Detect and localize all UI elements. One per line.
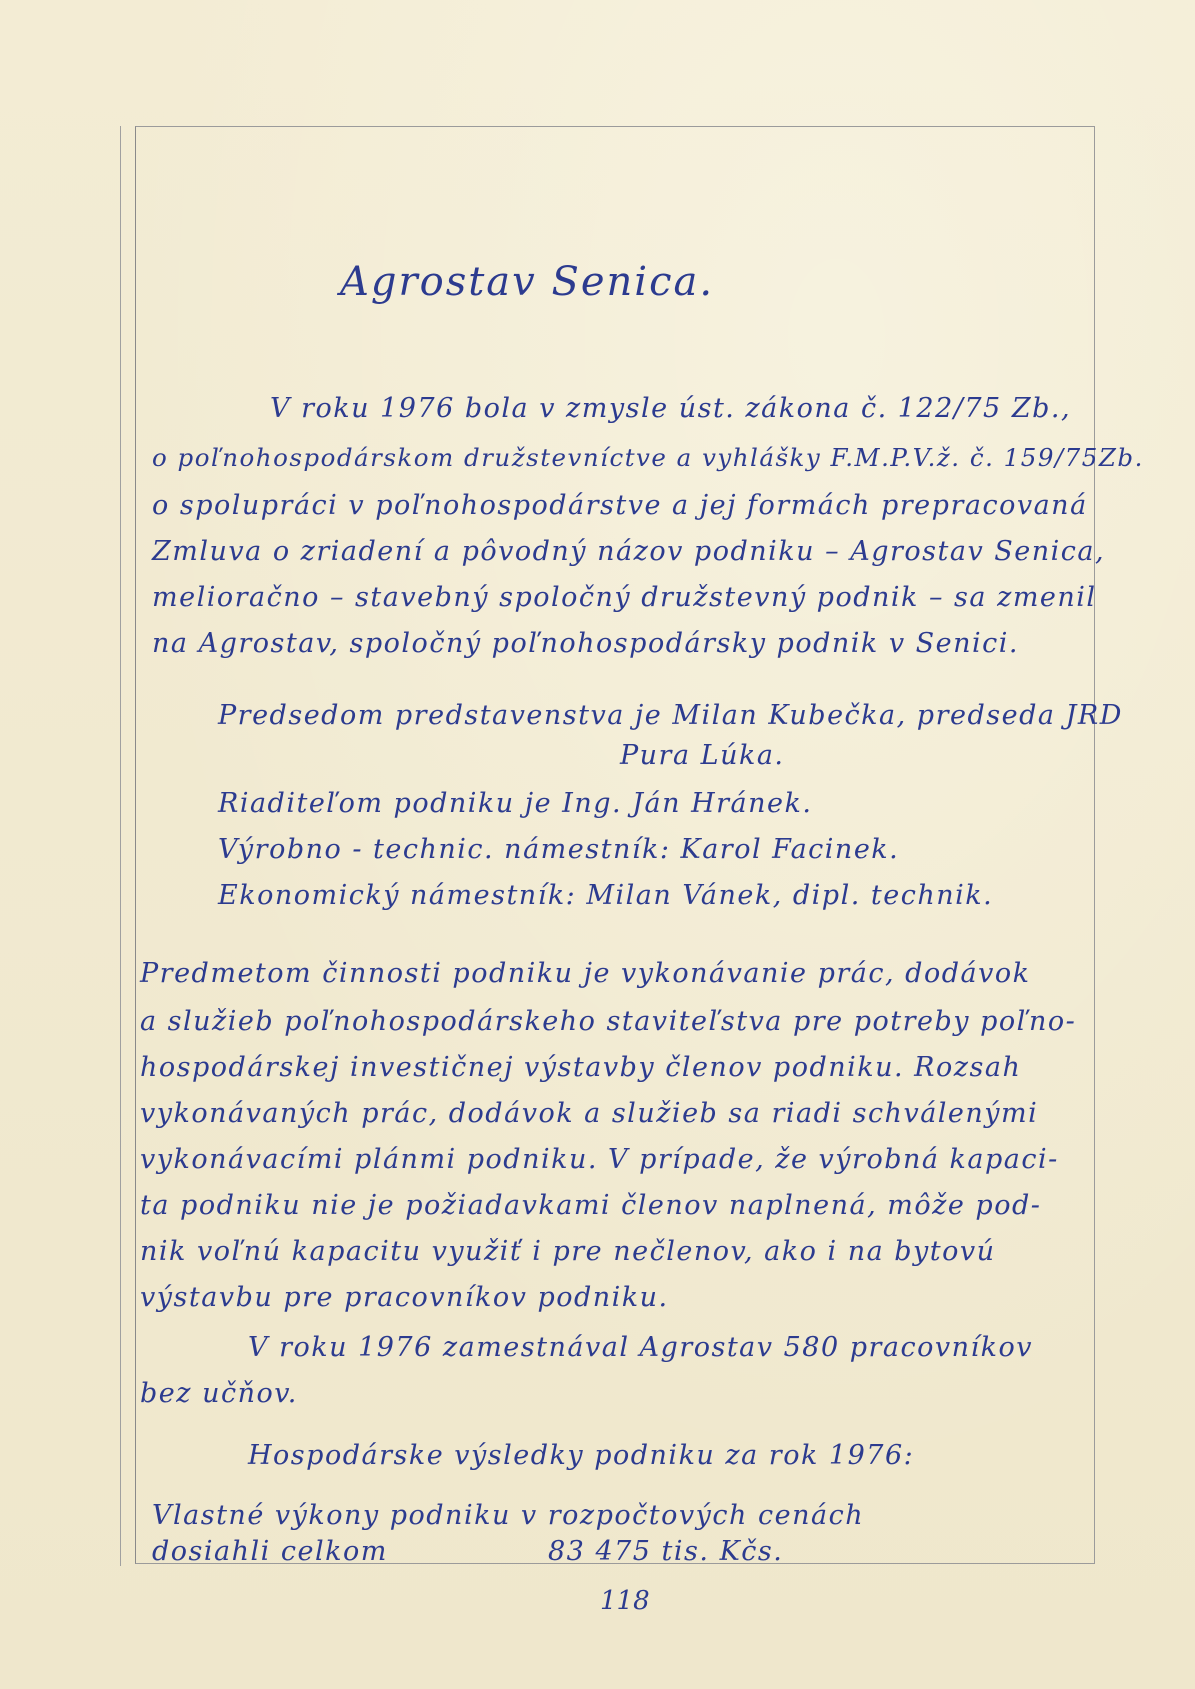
paragraph1-line: V roku 1976 bola v zmysle úst. zákona č. 122/75 Zb., bbox=[270, 393, 1072, 424]
paragraph1-line: melioračno – stavebný spoločný družstevný podnik – sa zmenil bbox=[152, 582, 1097, 613]
paragraph2-line: Predmetom činnosti podniku je vykonávanie prác, dodávok bbox=[140, 958, 1031, 989]
paragraph2-line: nik voľnú kapacitu využiť i pre nečlenov, ako i na bytovú bbox=[140, 1236, 996, 1267]
results-line: dosiahli celkom bbox=[152, 1536, 388, 1567]
management-line: Riaditeľom podniku je Ing. Ján Hránek. bbox=[218, 788, 813, 819]
paragraph1-line: Zmluva o zriadení a pôvodný názov podniku – Agrostav Senica, bbox=[152, 536, 1106, 567]
paragraph2-line: hospodárskej investičnej výstavby členov podniku. Rozsah bbox=[140, 1052, 1022, 1083]
margin-line bbox=[120, 126, 121, 1566]
paragraph2-line: ta podniku nie je požiadavkami členov naplnená, môže pod- bbox=[140, 1190, 1042, 1221]
paragraph1-line: o poľnohospodárskom družstevníctve a vyhlášky F.M.P.V.ž. č. 159/75Zb. bbox=[152, 443, 1144, 472]
results-line: Vlastné výkony podniku v rozpočtových cenách bbox=[152, 1500, 865, 1531]
management-line: Výrobno - technic. námestník: Karol Facinek. bbox=[218, 834, 900, 865]
paragraph1-line: na Agrostav, spoločný poľnohospodársky podnik v Senici. bbox=[152, 628, 1020, 659]
paragraph2-line: vykonávaných prác, dodávok a služieb sa riadi schválenými bbox=[140, 1098, 1039, 1129]
employees-line: V roku 1976 zamestnával Agrostav 580 pracovníkov bbox=[248, 1332, 1034, 1363]
results-value: 83 475 tis. Kčs. bbox=[548, 1536, 784, 1567]
page-title: Agrostav Senica. bbox=[340, 259, 715, 305]
paragraph1-line: o spolupráci v poľnohospodárstve a jej formách prepracovaná bbox=[152, 490, 1088, 521]
employees-line: bez učňov. bbox=[140, 1378, 298, 1409]
management-line: Pura Lúka. bbox=[620, 740, 785, 771]
management-line: Ekonomický námestník: Milan Vánek, dipl. technik. bbox=[218, 880, 994, 911]
paragraph2-line: výstavbu pre pracovníkov podniku. bbox=[140, 1282, 669, 1313]
paragraph2-line: a služieb poľnohospodárskeho staviteľstva pre potreby poľno- bbox=[140, 1006, 1077, 1037]
page-number: 118 bbox=[600, 1586, 650, 1616]
results-heading: Hospodárske výsledky podniku za rok 1976: bbox=[248, 1440, 915, 1471]
paragraph2-line: vykonávacími plánmi podniku. V prípade, že výrobná kapaci- bbox=[140, 1144, 1059, 1175]
management-line: Predsedom predstavenstva je Milan Kubečka, predseda JRD bbox=[218, 700, 1123, 731]
